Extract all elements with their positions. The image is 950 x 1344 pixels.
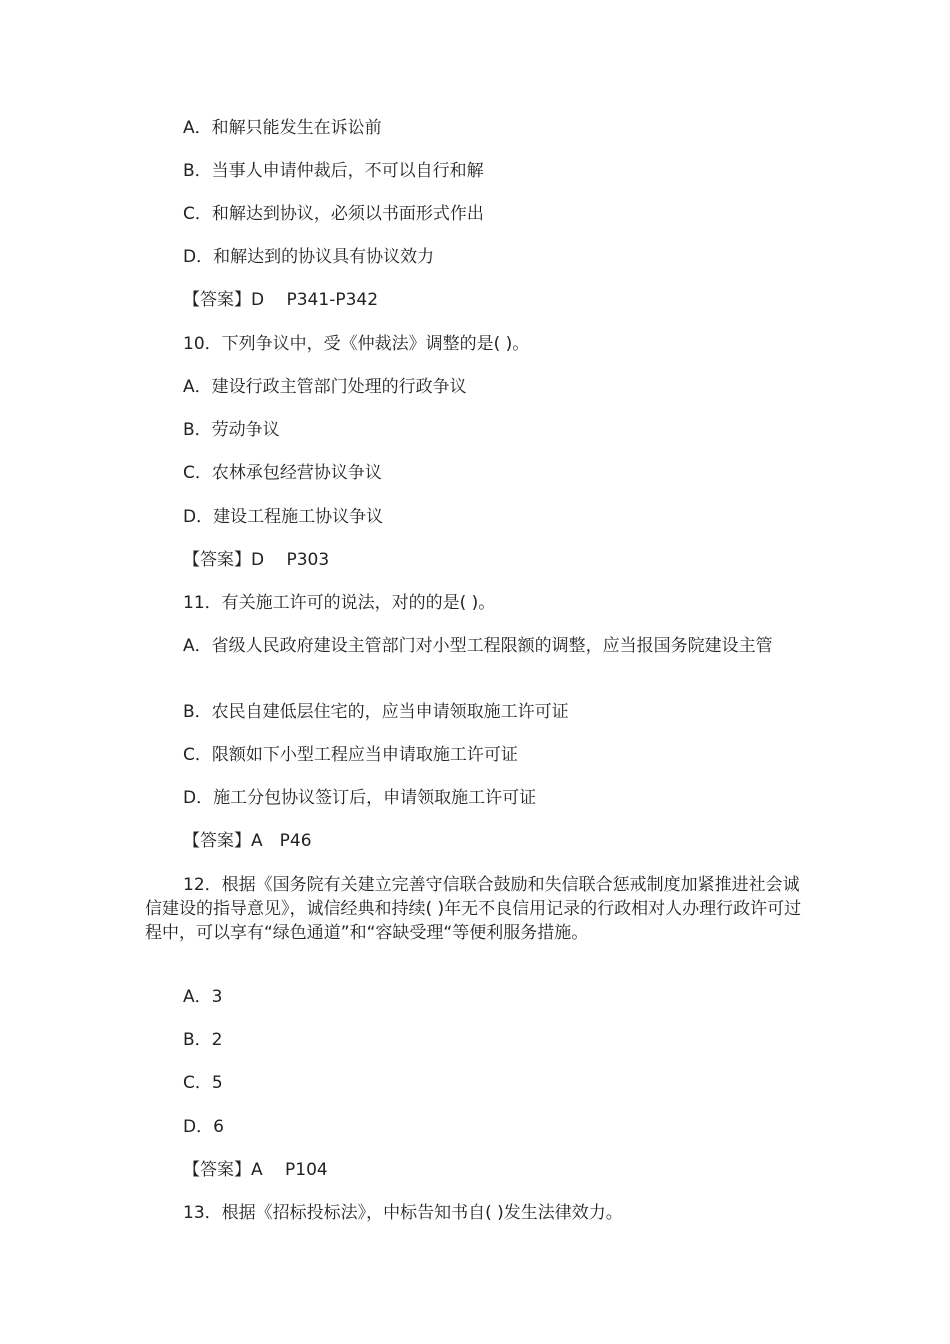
- q10-option-b: B．劳动争议: [183, 420, 280, 440]
- q12-option-b: B．2: [183, 1030, 223, 1050]
- q9-option-c: C．和解达到协议，必须以书面形式作出: [183, 204, 484, 224]
- q11-option-b: B．农民自建低层住宅的，应当申请领取施工许可证: [183, 702, 569, 722]
- q12-option-d: D．6: [183, 1117, 224, 1137]
- q13-question: 13．根据《招标投标法》，中标告知书自( )发生法律效力。: [183, 1203, 623, 1223]
- q10-option-d: D．建设工程施工协议争议: [183, 507, 384, 527]
- q12-option-c: C．5: [183, 1073, 223, 1093]
- q10-option-a: A．建设行政主管部门处理的行政争议: [183, 377, 467, 397]
- q12-option-a: A．3: [183, 987, 223, 1007]
- q11-question: 11．有关施工许可的说法，对的的是( )。: [183, 593, 496, 613]
- q10-question: 10．下列争议中，受《仲裁法》调整的是( )。: [183, 334, 530, 354]
- q9-option-a: A．和解只能发生在诉讼前: [183, 118, 382, 138]
- q9-option-b: B．当事人申请仲裁后，不可以自行和解: [183, 161, 484, 181]
- q9-answer: 【答案】D P341-P342: [183, 290, 379, 310]
- q12-question: 12．根据《国务院有关建立完善守信联合鼓励和失信联合惩戒制度加紧推进社会诚信建设的指导意见》，诚信经典和持续( )年无不良信用记录的行政相对人办理行政许可过程中，可以享有“绿色通道”和“容缺受理“等便利服务措施。: [145, 875, 802, 943]
- q12-answer: 【答案】A P104: [183, 1160, 328, 1180]
- q11-option-d: D．施工分包协议签订后，申请领取施工许可证: [183, 788, 537, 808]
- q9-option-d: D．和解达到的协议具有协议效力: [183, 247, 435, 267]
- q11-answer: 【答案】A P46: [183, 831, 312, 851]
- q10-option-c: C．农林承包经营协议争议: [183, 463, 382, 483]
- q11-option-a: A．省级人民政府建设主管部门对小型工程限额的调整，应当报国务院建设主管: [183, 636, 773, 656]
- q10-answer: 【答案】D P303: [183, 550, 330, 570]
- q11-option-c: C．限额如下小型工程应当申请取施工许可证: [183, 745, 518, 765]
